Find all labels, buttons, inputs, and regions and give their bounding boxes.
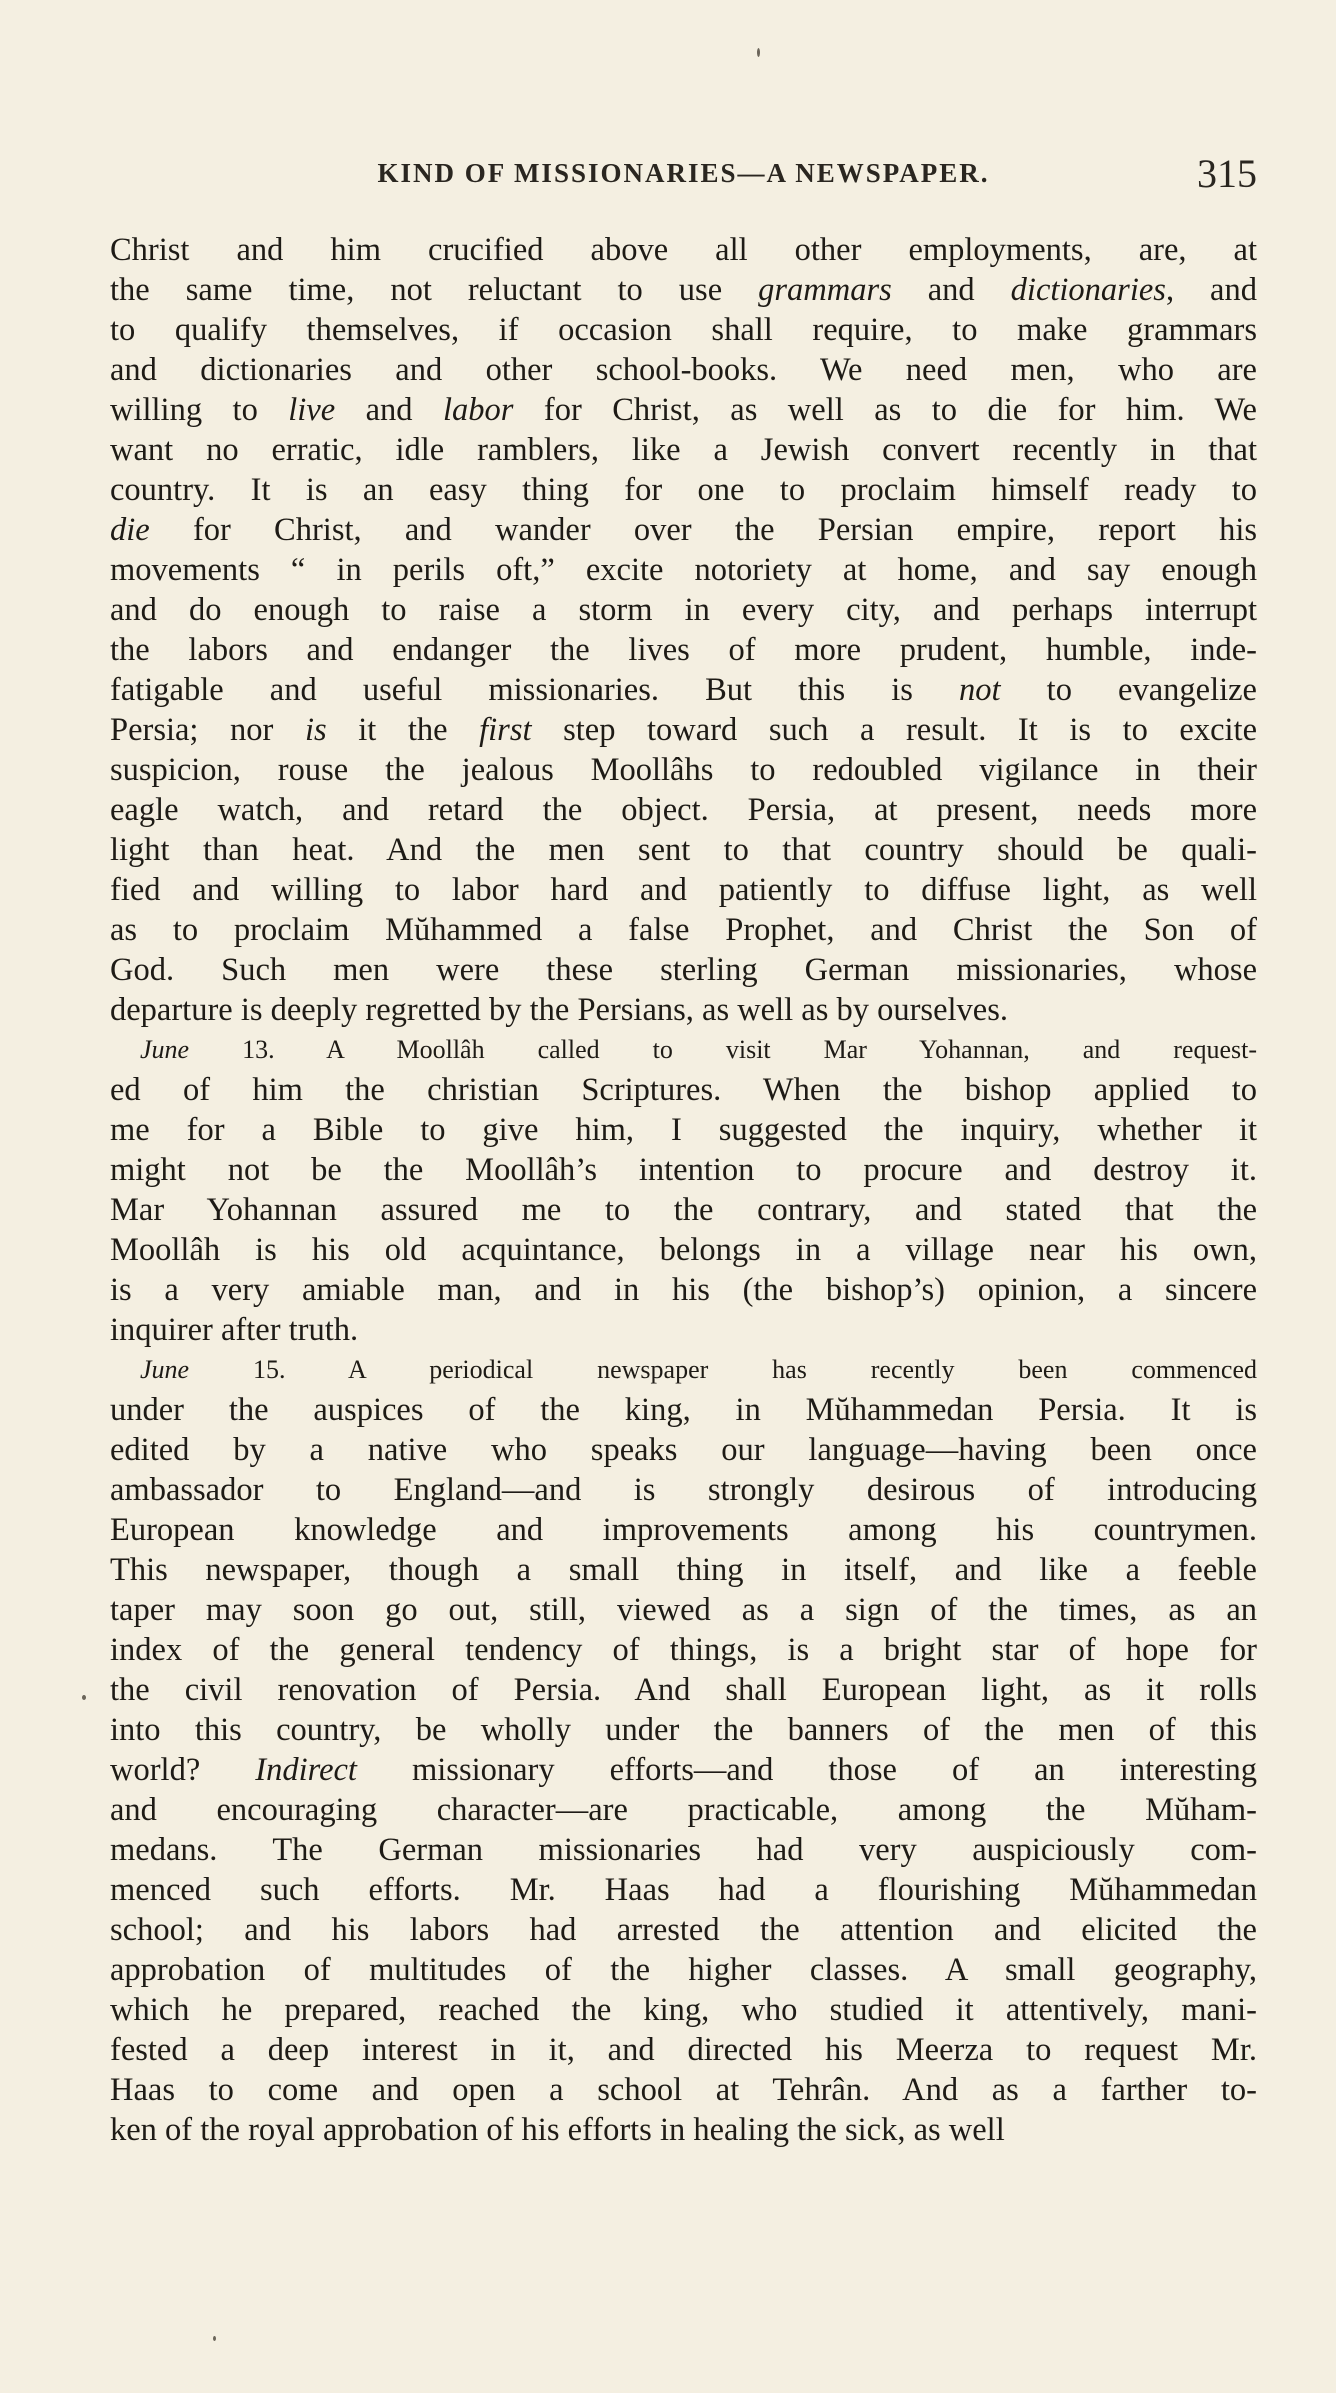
text-line: Haas to come and open a school at Tehrân. And as a farther to- xyxy=(110,2072,1257,2108)
text-line: the labors and endanger the lives of more prudent, humble, inde- xyxy=(110,632,1257,668)
italic-word: die xyxy=(110,512,150,548)
paragraph xyxy=(110,1030,1257,1350)
text-line: ken of the royal approbation of his efforts in healing the sick, as well xyxy=(110,2112,1005,2148)
text-line: ambassador to England—and is strongly desirous of introducing xyxy=(110,1472,1257,1508)
text-line: departure is deeply regretted by the Persians, as well as by ourselves. xyxy=(110,992,1008,1028)
text-line: fied and willing to labor hard and patiently to diffuse light, as well xyxy=(110,872,1257,908)
italic-word: not xyxy=(959,672,1001,708)
text-line: movements “ in perils oft,” excite notoriety at home, and say enough xyxy=(110,552,1257,588)
ink-speck xyxy=(757,48,760,57)
text-line: June 13. A Moollâh called to visit Mar Yohannan, and request- xyxy=(140,1035,1257,1064)
paragraph xyxy=(110,1350,1257,2150)
text-line: taper may soon go out, still, viewed as a sign of the times, as an xyxy=(110,1592,1257,1628)
italic-word: is xyxy=(304,712,327,748)
text-line: ed of him the christian Scriptures. When the bishop applied to xyxy=(110,1072,1257,1108)
italic-word: June xyxy=(140,1355,190,1384)
running-head: KIND OF MISSIONARIES—A NEWSPAPER. xyxy=(377,158,990,188)
text-line: medans. The German missionaries had very auspiciously com- xyxy=(110,1832,1257,1868)
text-line: eagle watch, and retard the object. Persia, at present, needs more xyxy=(110,792,1257,828)
page-number: 315 xyxy=(1197,151,1257,196)
text-line: index of the general tendency of things, is a bright star of hope for xyxy=(110,1632,1257,1668)
text-line: under the auspices of the king, in Mŭhammedan Persia. It is xyxy=(110,1392,1257,1428)
text-line: and encouraging character—are practicable, among the Mŭham- xyxy=(110,1792,1257,1828)
italic-word: June xyxy=(140,1035,190,1064)
italic-word: live xyxy=(288,392,336,428)
text-line: want no erratic, idle ramblers, like a Jewish convert recently in that xyxy=(110,432,1257,468)
text-line: European knowledge and improvements among his countrymen. xyxy=(110,1512,1257,1548)
text-line: might not be the Moollâh’s intention to procure and destroy it. xyxy=(110,1152,1257,1188)
text-line: country. It is an easy thing for one to proclaim himself ready to xyxy=(110,472,1257,508)
text-line: the same time, not reluctant to use grammars and dictionaries, and xyxy=(110,272,1257,308)
text-line: is a very amiable man, and in his (the bishop’s) opinion, a sincere xyxy=(110,1272,1257,1308)
text-line: and do enough to raise a storm in every city, and perhaps interrupt xyxy=(110,592,1257,628)
text-line: fatigable and useful missionaries. But this is not to evangelize xyxy=(110,672,1257,708)
text-line: edited by a native who speaks our language—having been once xyxy=(110,1432,1257,1468)
page-header xyxy=(110,150,1257,200)
text-line: Christ and him crucified above all other employments, are, at xyxy=(110,232,1257,268)
text-line: Persia; nor is it the first step toward such a result. It is to excite xyxy=(110,712,1258,748)
text-line: the civil renovation of Persia. And shall European light, as it rolls xyxy=(110,1672,1257,1708)
italic-word: labor xyxy=(443,392,514,428)
text-line: suspicion, rouse the jealous Moollâhs to redoubled vigilance in their xyxy=(110,752,1257,788)
text-line: Mar Yohannan assured me to the contrary, and stated that the xyxy=(110,1192,1257,1228)
text-line: fested a deep interest in it, and directed his Meerza to request Mr. xyxy=(110,2032,1257,2068)
body-text xyxy=(110,230,1257,2150)
italic-word: first xyxy=(479,712,532,748)
text-line: approbation of multitudes of the higher classes. A small geography, xyxy=(110,1952,1257,1988)
text-line: light than heat. And the men sent to that country should be quali- xyxy=(110,832,1257,868)
italic-word: dictionaries xyxy=(1010,272,1166,308)
italic-word: grammars xyxy=(758,272,892,308)
text-line: to qualify themselves, if occasion shall require, to make grammars xyxy=(110,312,1257,348)
italic-word: Indirect xyxy=(255,1752,357,1788)
text-line: and dictionaries and other school-books. We need men, who are xyxy=(110,352,1257,388)
paragraph xyxy=(110,230,1257,1030)
text-line: June 15. A periodical newspaper has recently been commenced xyxy=(140,1355,1257,1384)
text-line: which he prepared, reached the king, who studied it attentively, mani- xyxy=(110,1992,1257,2028)
text-line: This newspaper, though a small thing in itself, and like a feeble xyxy=(110,1552,1257,1588)
text-line: God. Such men were these sterling German missionaries, whose xyxy=(110,952,1257,988)
text-line: into this country, be wholly under the banners of the men of this xyxy=(110,1712,1257,1748)
ink-speck xyxy=(213,2336,216,2341)
text-line: menced such efforts. Mr. Haas had a flourishing Mŭhammedan xyxy=(110,1872,1257,1908)
text-line: school; and his labors had arrested the attention and elicited the xyxy=(110,1912,1257,1948)
text-line: Moollâh is his old acquintance, belongs in a village near his own, xyxy=(110,1232,1257,1268)
text-line: world? Indirect missionary efforts—and those of an interesting xyxy=(110,1752,1257,1788)
text-line: as to proclaim Mŭhammed a false Prophet, and Christ the Son of xyxy=(110,912,1257,948)
text-line: willing to live and labor for Christ, as well as to die for him. We xyxy=(110,392,1257,428)
ink-speck xyxy=(82,1695,86,1700)
text-line: me for a Bible to give him, I suggested the inquiry, whether it xyxy=(110,1112,1257,1148)
text-line: die for Christ, and wander over the Persian empire, report his xyxy=(110,512,1257,548)
text-line: inquirer after truth. xyxy=(110,1312,359,1348)
